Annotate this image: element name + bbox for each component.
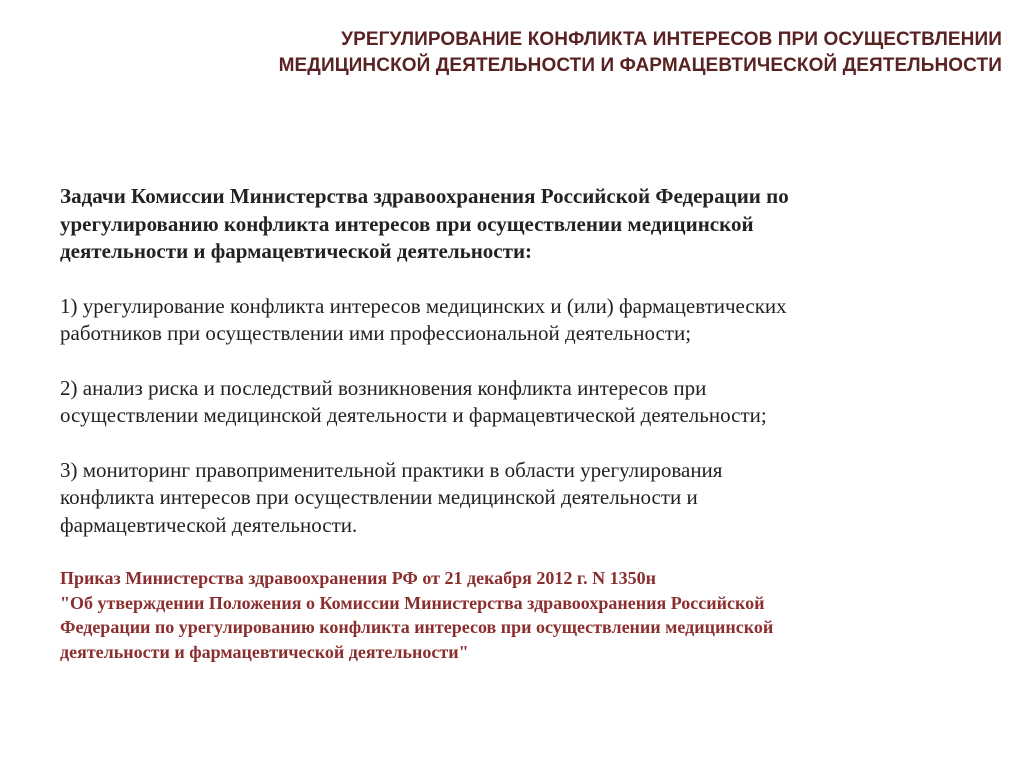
tasks-heading-line: урегулированию конфликта интересов при осуществлении медицинской [60,211,754,236]
task-item-line: осуществлении медицинской деятельности и фармацевтической деятельности; [60,403,767,427]
order-reference [60,566,960,664]
task-item-1 [60,293,960,348]
slide-title-line-1: УРЕГУЛИРОВАНИЕ КОНФЛИКТА ИНТЕРЕСОВ ПРИ ОСУЩЕСТВЛЕНИИ [341,29,1002,50]
task-item-line: работников при осуществлении ими профессиональной деятельности; [60,321,692,345]
slide-title-line-2: МЕДИЦИНСКОЙ ДЕЯТЕЛЬНОСТИ И ФАРМАЦЕВТИЧЕСКОЙ ДЕЯТЕЛЬНОСТИ [278,55,1002,76]
tasks-heading-line: деятельности и фармацевтической деятельности: [60,239,533,263]
task-item-3 [60,457,960,540]
task-item-line: фармацевтической деятельности. [60,512,358,537]
task-item-line: 3) мониторинг правоприменительной практики в области урегулирования [60,457,723,482]
order-reference-line: Приказ Министерства здравоохранения РФ от 21 декабря 2012 г. N 1350н [60,568,656,588]
task-item-2 [60,375,960,430]
order-reference-line: Федерации по урегулированию конфликта интересов при осуществлении медицинской [60,617,774,637]
task-item-line: конфликта интересов при осуществлении медицинской деятельности и [60,485,698,509]
slide-title [102,27,1002,79]
task-item-line: 2) анализ риска и последствий возникновения конфликта интересов при [60,375,707,400]
tasks-heading-line: Задачи Комиссии Министерства здравоохранения Российской Федерации по [60,184,789,208]
order-reference-line: "Об утверждении Положения о Комиссии Министерства здравоохранения Российской [60,592,765,613]
task-item-line: 1) урегулирование конфликта интересов медицинских и (или) фармацевтических [60,293,787,318]
slide-content [60,183,960,566]
order-reference-line: деятельности и фармацевтической деятельности" [60,641,469,662]
tasks-heading [60,183,960,266]
